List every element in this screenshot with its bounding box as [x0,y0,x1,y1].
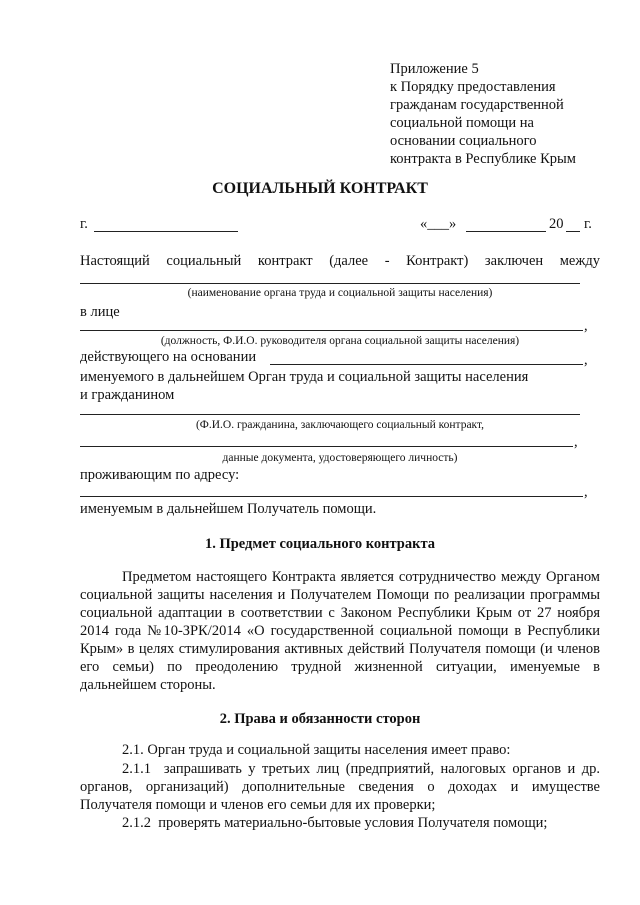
date-year-suffix: г. [584,216,592,232]
comma: , [584,352,588,368]
hint-document: данные документа, удостоверяющего личность) [222,452,458,464]
intro-word: социальный [166,253,242,269]
and-citizen-text: и гражданином [80,387,175,403]
section2-p2 [80,760,600,814]
intro-word: Настоящий [80,253,150,269]
address-blank [80,496,583,497]
date-year-blank [566,231,580,232]
section2-p3 [80,814,600,832]
appendix-line: к Порядку предоставления [390,79,556,95]
section2-p1: 2.1. Орган труда и социальной защиты населения имеет право: [122,742,511,758]
section1-heading: 1. Предмет социального контракта [204,536,436,552]
appendix-line: основании социального [390,133,537,149]
appendix-line: социальной помощи на [390,115,534,131]
named-recipient-text: именуемым в дальнейшем Получатель помощи. [80,501,377,517]
clause-text: запрашивать у третьих лиц (предприятий, налоговых органов и др. органов, организаций) дополнительные сведения о доходах и имуществе Получателя помощи и членов его семьи для их проверки; [80,761,600,813]
acting-basis-label: действующего на основании [80,349,257,365]
section1-text: Предметом настоящего Контракта является сотрудничество между Органом социальной защиты населения и Получателем Помощи по реализации программы социальной адаптации в соответствии с Законом Республики Крым от 27 ноября 2014 года №10-ЗРК/2014 «О государственной социальной помощи в Республики Крым» в целях стимулирования активных действий Получателя помощи (и членов его семьи) по преодолению трудной жизненной ситуации, именуемые в дальнейшем стороны. [80,569,600,693]
city-prefix: г. [80,216,88,232]
comma: , [574,434,578,450]
clause-number: 2.1.1 [122,761,151,777]
date-month-blank [466,231,546,232]
org-name-blank [80,283,580,284]
section2-heading: 2. Права и обязанности сторон [219,711,421,727]
document-blank [80,446,573,447]
document-title: СОЦИАЛЬНЫЙ КОНТРАКТ [212,180,428,197]
head-blank [80,330,583,331]
named-organ-text: именуемого в дальнейшем Орган труда и социальной защиты населения [80,369,529,385]
residing-label: проживающим по адресу: [80,467,240,483]
section1-paragraph [80,568,600,694]
clause-text: проверять материально-бытовые условия Получателя помощи; [158,815,548,831]
hint-org: (наименование органа труда и социальной защиты населения) [187,287,493,299]
basis-blank [270,364,583,365]
intro-word: контракт [257,253,313,269]
comma: , [584,484,588,500]
city-blank [94,231,238,232]
intro-word: - [384,253,390,269]
appendix-line: гражданам государственной [390,97,564,113]
appendix-block [390,60,576,168]
clause-number: 2.1.2 [122,815,151,831]
comma: , [584,318,588,334]
citizen-name-blank [80,414,580,415]
intro-word: (далее [329,253,369,269]
date-year-prefix: 20 [549,216,564,232]
hint-head: (должность, Ф.И.О. руководителя органа социальной защиты населения) [160,335,520,347]
intro-word: между [559,253,600,269]
intro-word: Контракт) [406,253,469,269]
intro-line [80,253,600,270]
appendix-line: Приложение 5 [390,61,479,77]
in-person-label: в лице [80,304,120,320]
date-day: «___» [420,216,457,232]
hint-citizen: (Ф.И.О. гражданина, заключающего социальный контракт, [195,419,485,431]
intro-word: заключен [484,253,544,269]
appendix-line: контракта в Республике Крым [390,151,576,167]
